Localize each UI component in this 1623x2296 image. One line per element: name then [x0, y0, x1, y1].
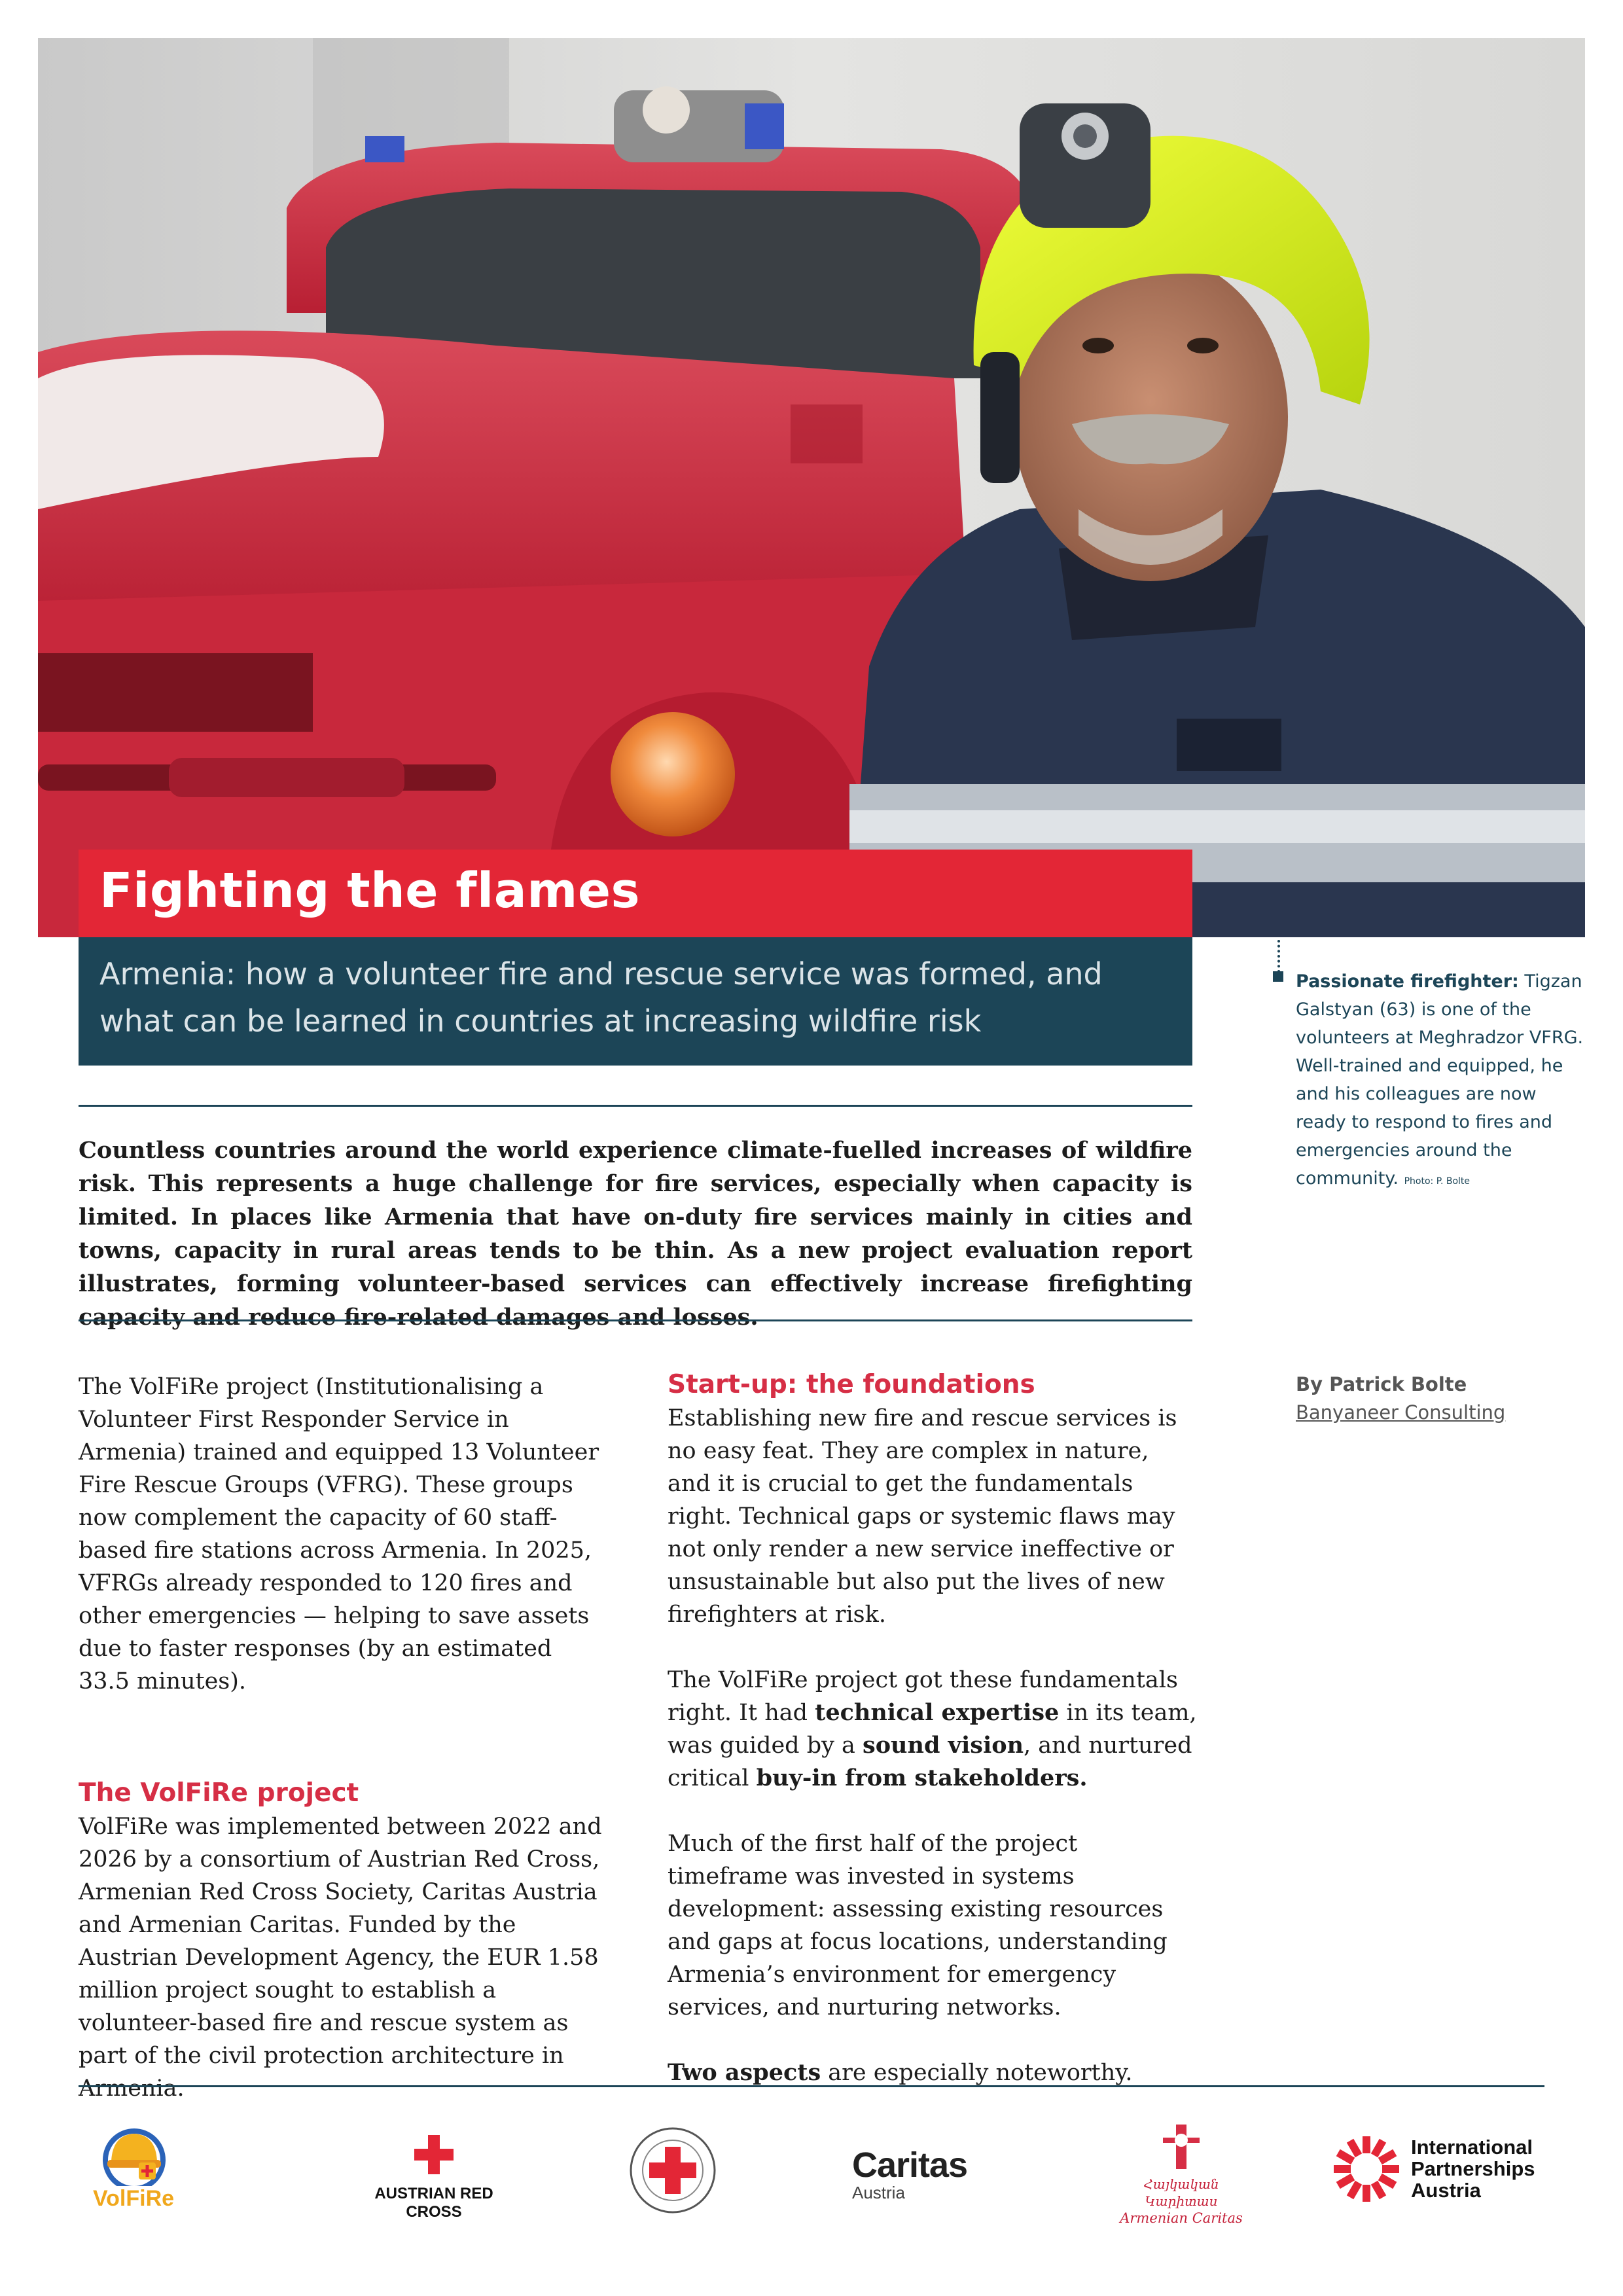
volfire-helmet-icon [85, 2121, 183, 2186]
volfire-wordmark: VolFiRe [93, 2186, 175, 2211]
hero-photo [38, 38, 1585, 937]
heading-volfire-project: The VolFiRe project [79, 1778, 359, 1808]
armenian-caritas-armenian-text: Հայկական Կարիտաս [1143, 2176, 1219, 2209]
column-left [79, 1371, 609, 2105]
emphasis-sound-vision: sound vision [863, 1732, 1024, 1759]
text-run: , and nurtured critical [668, 1732, 1192, 1791]
austrian-red-cross-logo [346, 2135, 522, 2221]
ipa-line-2: Partnerships [1411, 2157, 1535, 2180]
emphasis-technical-expertise: technical expertise [815, 1699, 1060, 1726]
ipa-wordmark [1411, 2136, 1535, 2201]
caption-text: Tigzan Galstyan (63) is one of the volunteers at Meghradzor VFRG. Well-trained and equipped, he and his colleagues are now ready to respond to fires and emergencies around the community. [1296, 971, 1584, 1189]
austrian-red-cross-wordmark: AUSTRIAN RED CROSS [374, 2185, 493, 2221]
red-cross-icon [414, 2135, 454, 2174]
emphasis-buy-in: buy-in from stakeholders. [756, 1765, 1088, 1791]
armenian-red-cross-seal [627, 2125, 719, 2216]
col1-paragraph-2: VolFiRe was implemented between 2022 and 2026 by a consortium of Austrian Red Cross, Armenian Red Cross Society, Caritas Austria and Armenian Caritas. Funded by the Austrian Development Agency, the EUR 1.58 million project sought to establish a volunteer-based fire and rescue system as part of the civil protection architecture in Armenia. [79, 1814, 602, 2102]
page-subtitle: Armenia: how a volunteer fire and rescue service was formed, and what can be learned in countries at increasing wildfire risk [99, 956, 1103, 1039]
caption-marker [1273, 971, 1283, 982]
armenian-caritas-cross-icon [1155, 2121, 1207, 2173]
page-title: Fighting the flames [99, 863, 641, 919]
emphasis-two-aspects: Two aspects [668, 2059, 821, 2086]
col1-paragraph-1: The VolFiRe project (Institutionalising a Volunteer First Responder Service in Armenia) trained and equipped 13 Volunteer Fire Rescue Groups (VFRG). These groups now complement the capacity of 60 staff-based fire stations across Armenia. In 2025, VFRGs already responded to 120 fires and other emergencies — helping to save assets due to faster responses (by an estimated 33.5 minutes). [79, 1374, 599, 1695]
col2-paragraph-2 [668, 1664, 1198, 1795]
intro-top-rule [79, 1105, 1192, 1107]
author-name: By Patrick Bolte [1296, 1373, 1467, 1395]
text-run: in its team, was guided by a [668, 1700, 1197, 1759]
intro-bottom-rule [79, 1319, 1192, 1321]
col2-paragraph-3: Much of the first half of the project timeframe was invested in systems development: assessing existing resources and gaps at focus locations, understanding Armenia’s environment for emergency services, and nurturing networks. [668, 1831, 1168, 2020]
armenian-red-cross-seal-icon [627, 2125, 719, 2216]
armenian-caritas-english-text: Armenian Caritas [1120, 2210, 1243, 2226]
volfire-logo [85, 2121, 183, 2212]
caritas-austria-logo [852, 2147, 983, 2212]
heading-start-up: Start-up: the foundations [668, 1370, 1035, 1399]
intro-paragraph: Countless countries around the world experience climate-fuelled increases of wildfire risk. This represents a huge challenge for fire services, especially when capacity is limited. In places like Armenia that have on-duty fire services mainly in cities and towns, capacity in rural areas tends to be thin. As a new project evaluation report illustrates, forming volunteer-based services can effectively increase firefighting capacity and reduce fire-related damages and losses. [79, 1137, 1192, 1331]
author-organization-link[interactable]: Banyaneer Consulting [1296, 1401, 1506, 1424]
international-partnerships-austria-logo [1332, 2135, 1548, 2207]
caption-connector-line [1277, 940, 1280, 973]
footer-rule [79, 2085, 1544, 2087]
ipa-line-1: International [1411, 2136, 1533, 2159]
photo-credit: Photo: P. Bolte [1404, 1176, 1471, 1187]
photo-caption [1296, 967, 1584, 1196]
caption-lead: Passionate firefighter: [1296, 971, 1519, 992]
text-run: The VolFiRe project got these fundamentals right. It had [668, 1667, 1178, 1726]
armenian-caritas-logo [1106, 2121, 1257, 2226]
ipa-sunburst-icon [1332, 2135, 1400, 2203]
text-run: are especially noteworthy. [821, 2060, 1133, 2086]
col2-paragraph-1: Establishing new fire and rescue services is no easy feat. They are complex in nature, and it is crucial to get the fundamentals right. Technical gaps or systemic flaws may not only render a new service ineffective or unsustainable but also put the lives of new firefighters at risk. [668, 1405, 1177, 1628]
column-right [668, 1368, 1198, 2089]
caritas-austria-sub: Austria [852, 2183, 905, 2202]
ipa-line-3: Austria [1411, 2179, 1481, 2202]
col2-paragraph-4 [668, 2056, 1198, 2089]
caritas-wordmark: Caritas [852, 2145, 968, 2185]
byline [1296, 1371, 1584, 1427]
